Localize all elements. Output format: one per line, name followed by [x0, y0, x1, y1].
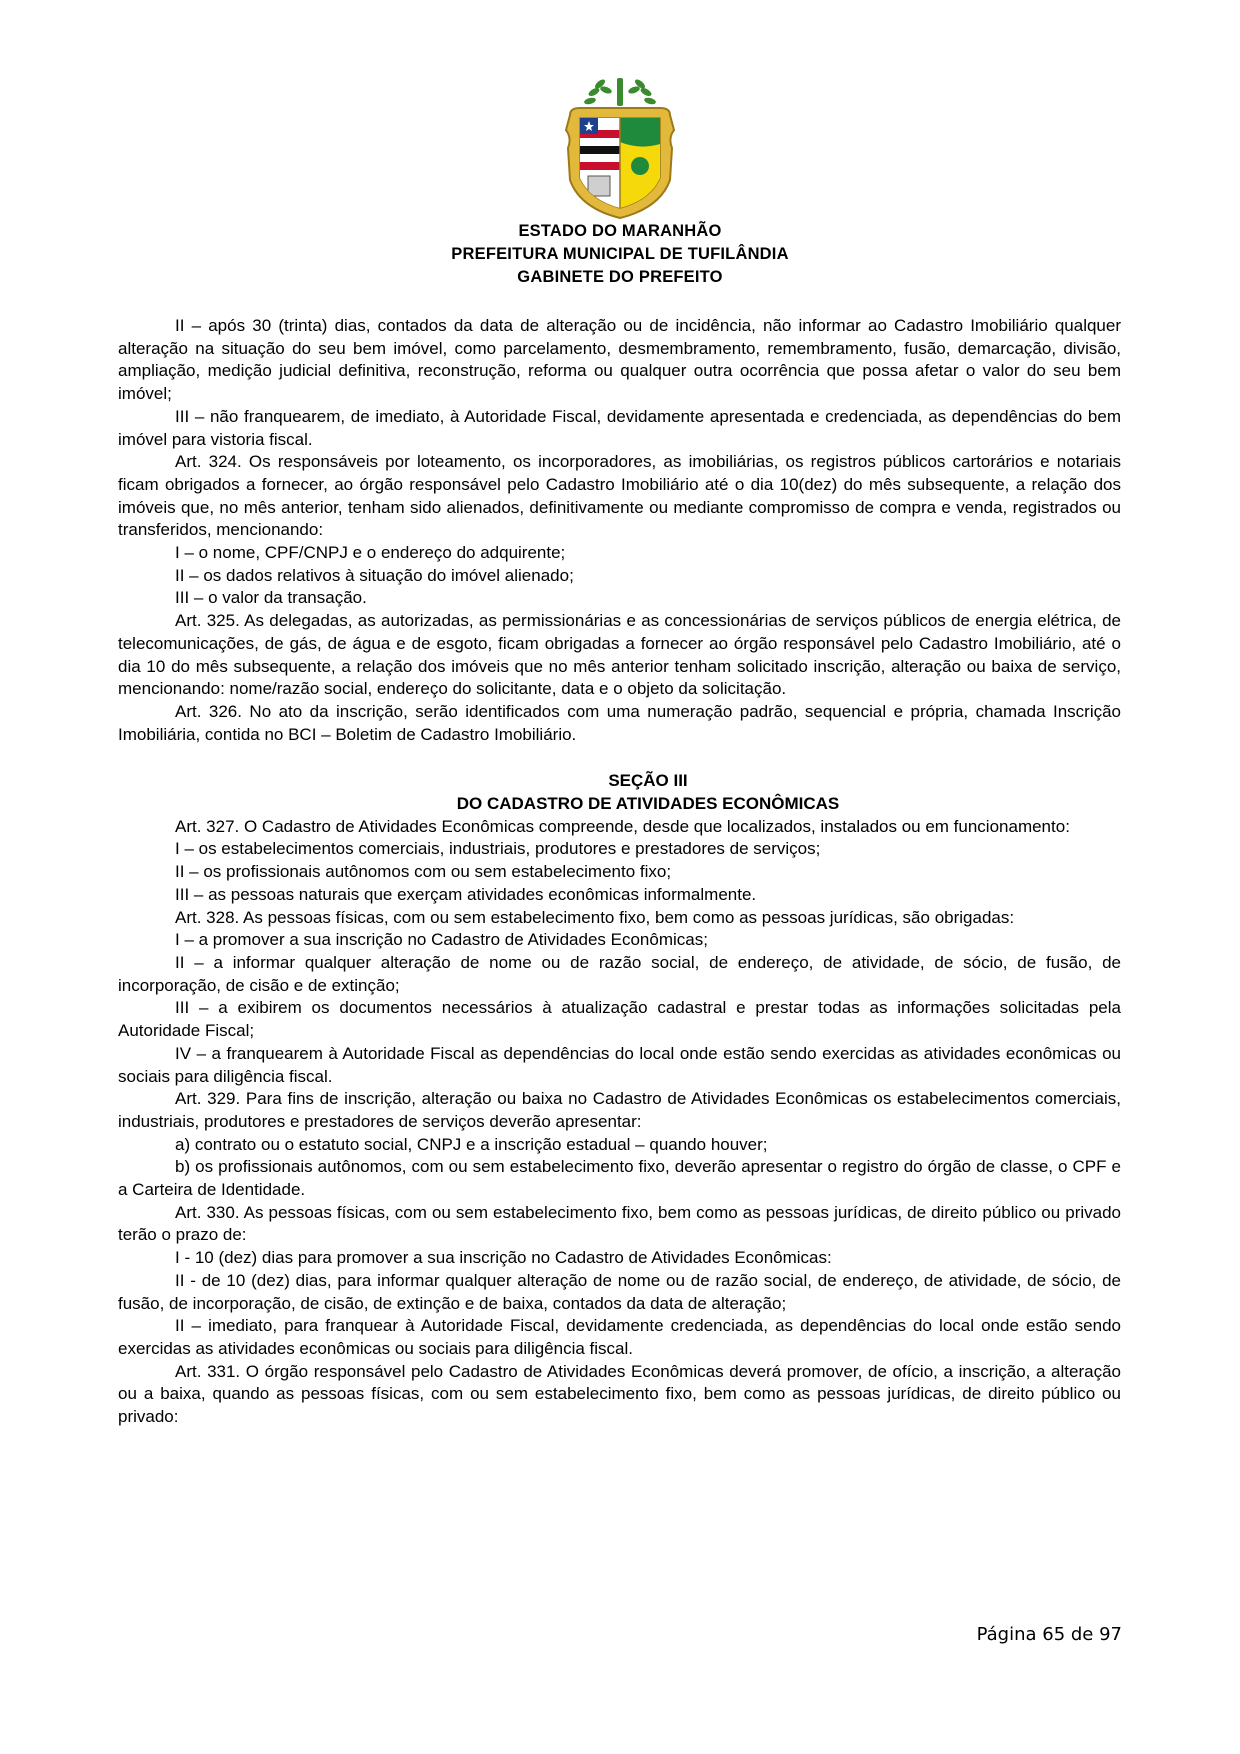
paragraph: Art. 330. As pessoas físicas, com ou sem estabelecimento fixo, bem como as pessoas jurídicas, de direito público ou privado terão o prazo de: — [118, 1202, 1121, 1245]
paragraph: b) os profissionais autônomos, com ou sem estabelecimento fixo, deverão apresentar o registro do órgão de classe, o CPF e a Carteira de Identidade. — [118, 1157, 1121, 1200]
paragraph: II – os profissionais autônomos com ou sem estabelecimento fixo; — [175, 862, 672, 882]
paragraph: III – o valor da transação. — [175, 588, 367, 608]
page-number: Página 65 de 97 — [976, 1624, 1122, 1645]
paragraph: II – após 30 (trinta) dias, contados da data de alteração ou de incidência, não informar ao Cadastro Imobiliário qualquer alteração na situação do seu bem imóvel, como parcelamento, desmembramento, remembramento, fusão, demarcação, divisão, ampliação, medição judicial definitiva, reconstrução, reforma ou qualquer outra ocorrência que possa afetar o valor do seu bem imóvel; — [118, 316, 1121, 404]
municipality-name: PREFEITURA MUNICIPAL DE TUFILÂNDIA — [451, 245, 789, 263]
coat-of-arms-icon — [550, 70, 690, 220]
state-name: ESTADO DO MARANHÃO — [518, 222, 722, 240]
paragraph: III – as pessoas naturais que exerçam atividades econômicas informalmente. — [175, 884, 757, 904]
paragraph: II - de 10 (dez) dias, para informar qualquer alteração de nome ou de razão social, de endereço, de atividade, de sócio, de fusão, de incorporação, de cisão, de extinção e de baixa, contados da data de alteração; — [118, 1270, 1121, 1313]
section-title: DO CADASTRO DE ATIVIDADES ECONÔMICAS — [456, 794, 840, 814]
section-number: SEÇÃO III — [608, 771, 688, 791]
paragraph: IV – a franquearem à Autoridade Fiscal as dependências do local onde estão sendo exercidas as atividades econômicas ou sociais para diligência fiscal. — [118, 1043, 1121, 1086]
paragraph: a) contrato ou o estatuto social, CNPJ e a inscrição estadual – quando houver; — [175, 1134, 768, 1154]
paragraph: II – os dados relativos à situação do imóvel alienado; — [175, 565, 574, 585]
paragraph: II – imediato, para franquear à Autoridade Fiscal, devidamente credenciada, as dependências do local onde estão sendo exercidas as atividades econômicas ou sociais para diligência fiscal. — [118, 1316, 1121, 1358]
document-header — [0, 70, 1240, 289]
paragraph: III – a exibirem os documentos necessários à atualização cadastral e prestar todas as informações solicitadas pela Autoridade Fiscal; — [118, 998, 1121, 1041]
paragraph: III – não franquearem, de imediato, à Autoridade Fiscal, devidamente apresentada e credenciada, as dependências do bem imóvel para vistoria fiscal. — [118, 406, 1121, 449]
paragraph: II – a informar qualquer alteração de nome ou de razão social, de endereço, de atividade, de sócio, de fusão, de incorporação, de cisão e de extinção; — [118, 952, 1121, 995]
office-name: GABINETE DO PREFEITO — [517, 268, 723, 286]
paragraph: I - 10 (dez) dias para promover a sua inscrição no Cadastro de Atividades Econômicas: — [175, 1248, 832, 1268]
paragraph: I – a promover a sua inscrição no Cadastro de Atividades Econômicas; — [175, 930, 708, 950]
paragraph: I – os estabelecimentos comerciais, industriais, produtores e prestadores de serviços; — [175, 839, 821, 859]
paragraph: Art. 328. As pessoas físicas, com ou sem estabelecimento fixo, bem como as pessoas jurídicas, são obrigadas: — [175, 907, 1015, 927]
paragraph: Art. 326. No ato da inscrição, serão identificados com uma numeração padrão, sequencial e própria, chamada Inscrição Imobiliária, contida no BCI – Boletim de Cadastro Imobiliário. — [118, 701, 1121, 744]
paragraph: Art. 327. O Cadastro de Atividades Econômicas compreende, desde que localizados, instalados ou em funcionamento: — [175, 816, 1070, 836]
document-body — [118, 315, 1121, 1429]
paragraph: Art. 324. Os responsáveis por loteamento, os incorporadores, as imobiliárias, os registros públicos cartorários e notariais ficam obrigados a fornecer, ao órgão responsável pelo Cadastro Imobiliário até o dia 10(dez) do mês subsequente, a relação dos imóveis que, no mês anterior, tenham sido alienados, definitivamente ou mediante compromisso de compra e venda, registrados ou transferidos, mencionando: — [118, 452, 1121, 540]
paragraph: Art. 331. O órgão responsável pelo Cadastro de Atividades Econômicas deverá promover, de ofício, a inscrição, a alteração ou a baixa, quando as pessoas físicas, com ou sem estabelecimento fixo, bem como as pessoas jurídicas, de direito público ou privado: — [118, 1361, 1121, 1427]
paragraph: Art. 325. As delegadas, as autorizadas, as permissionárias e as concessionárias de serviços públicos de energia elétrica, de telecomunicações, de gás, de água e de esgoto, ficam obrigadas a fornecer ao órgão responsável pelo Cadastro Imobiliário, até o dia 10 do mês subsequente, a relação dos imóveis que no mês anterior tenham solicitado inscrição, alteração ou baixa de serviço, mencionando: nome/razão social, endereço do solicitante, data e o objeto da solicitação. — [118, 611, 1121, 699]
paragraph: I – o nome, CPF/CNPJ e o endereço do adquirente; — [175, 543, 566, 563]
paragraph: Art. 329. Para fins de inscrição, alteração ou baixa no Cadastro de Atividades Econômicas os estabelecimentos comerciais, industriais, produtores e prestadores de serviços deverão apresentar: — [118, 1089, 1121, 1131]
